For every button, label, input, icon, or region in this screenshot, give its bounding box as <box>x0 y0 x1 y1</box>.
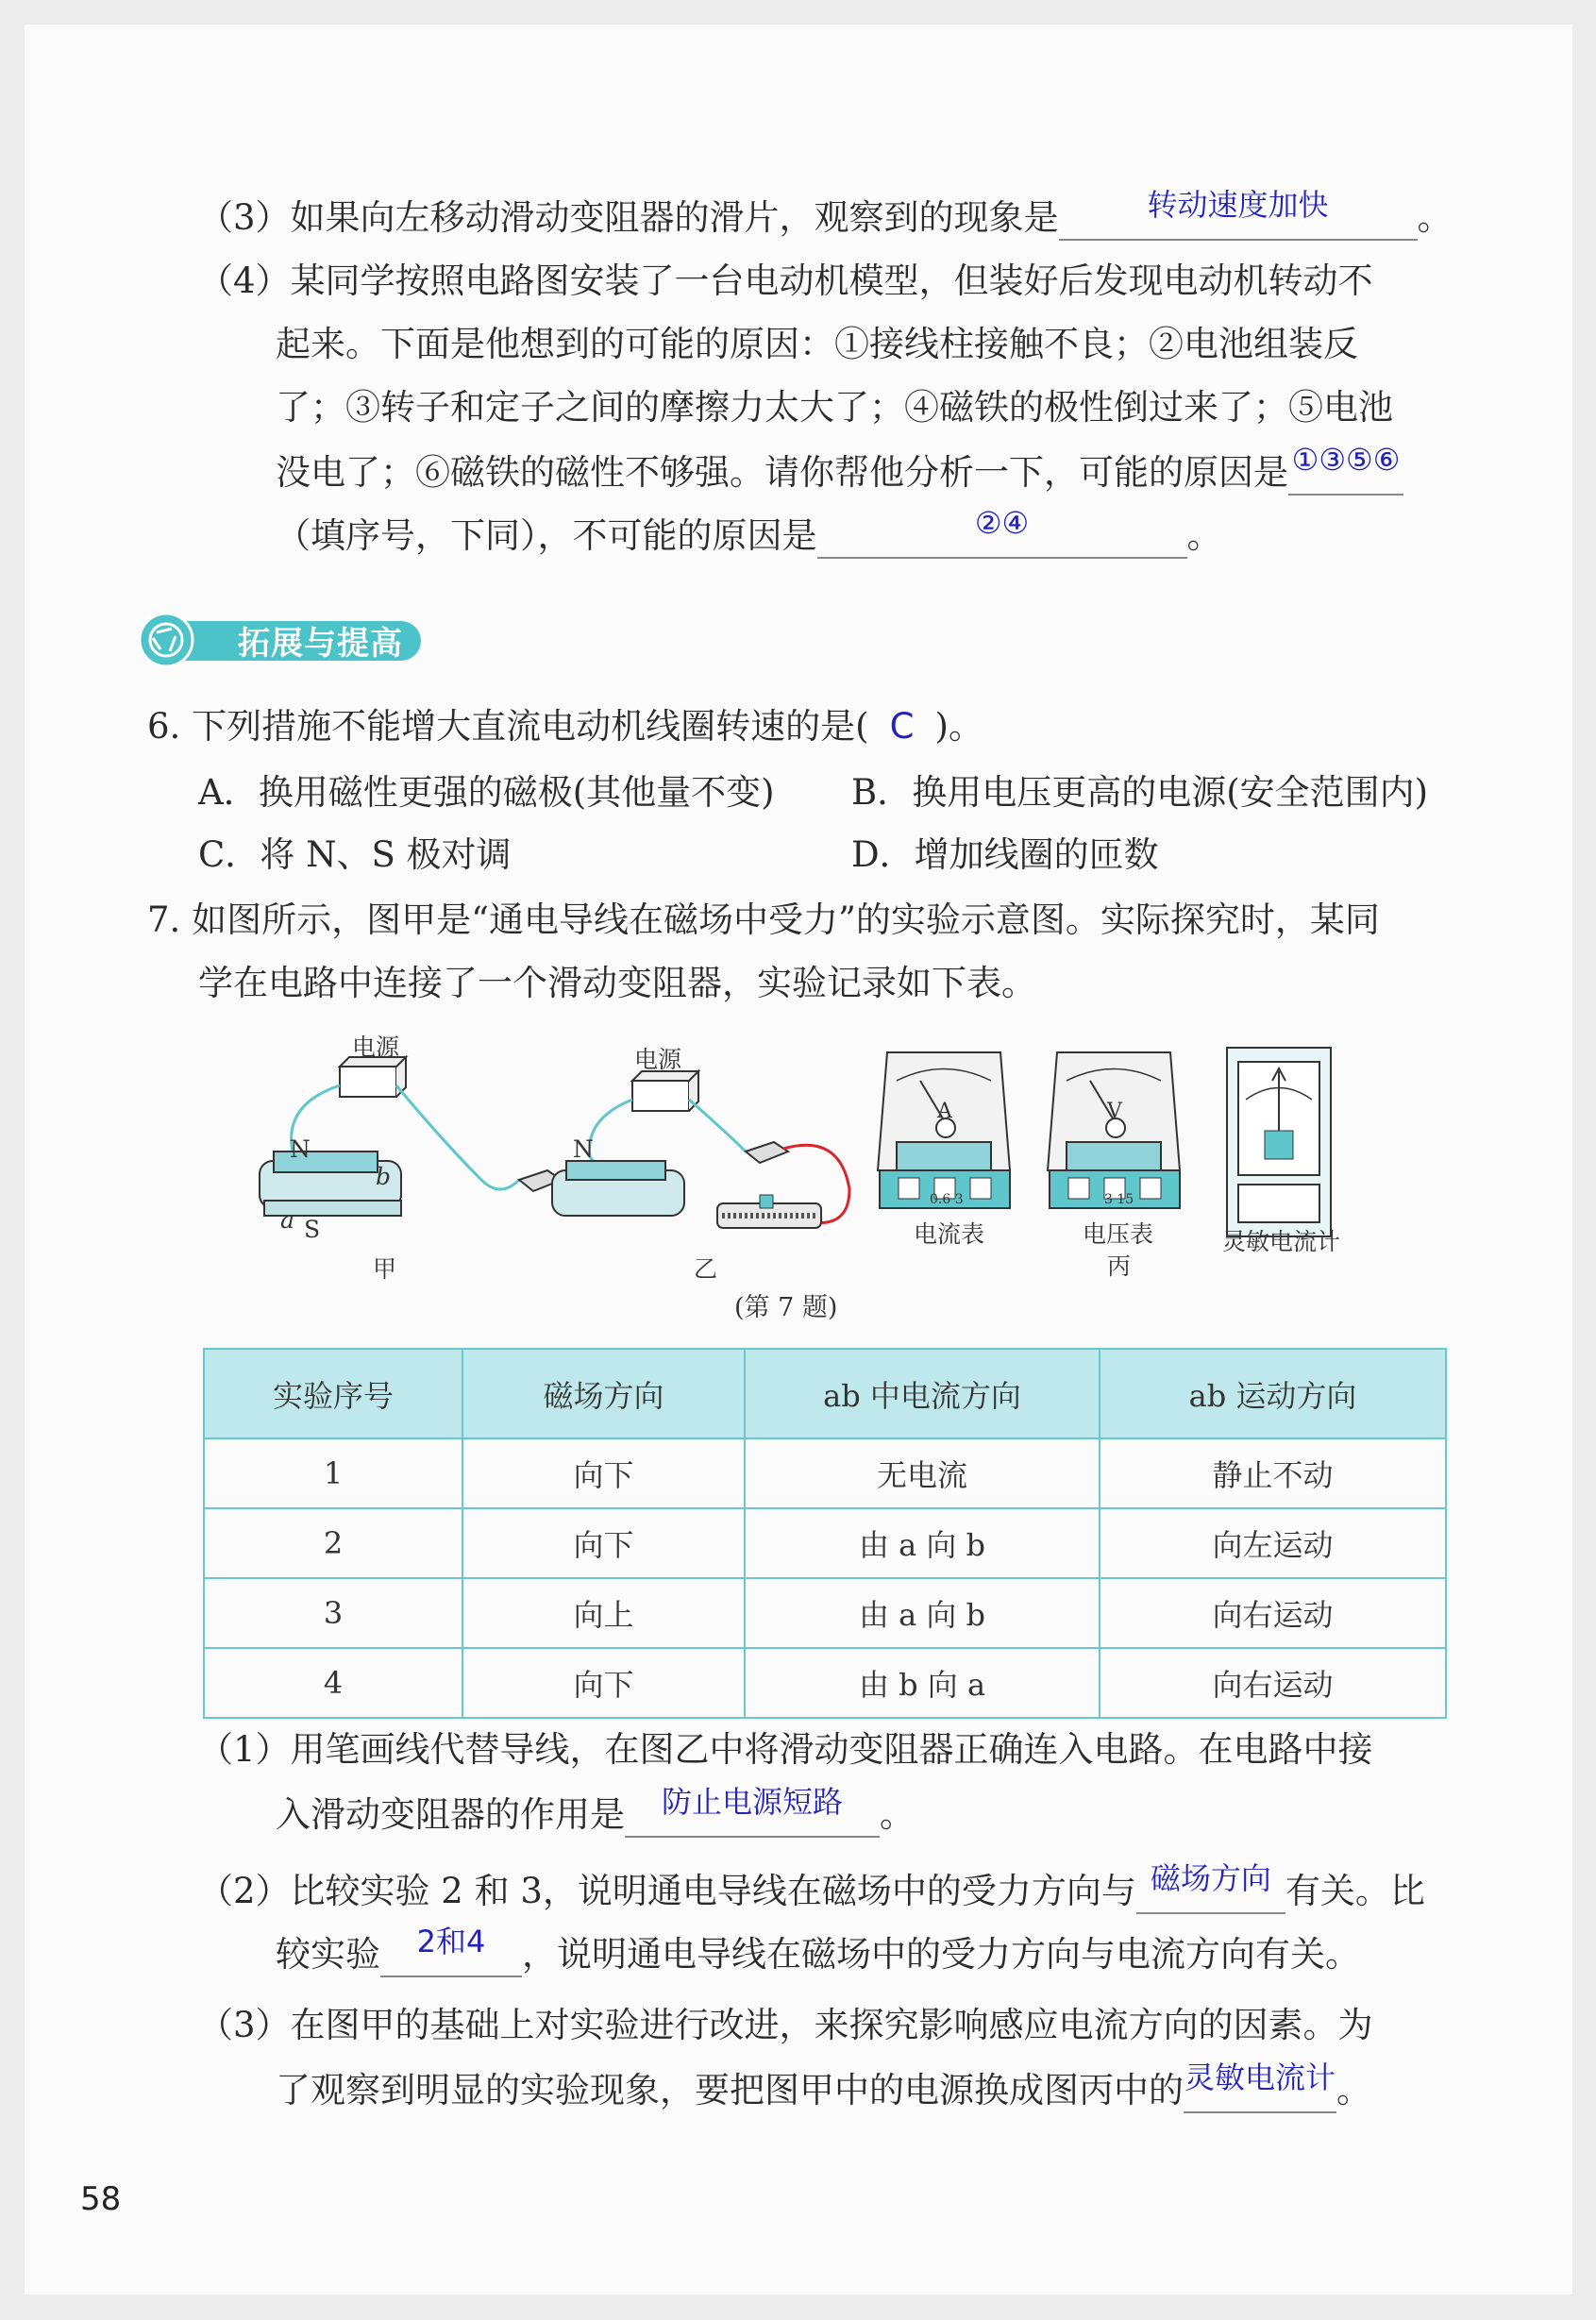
jia-label: 甲 <box>373 1255 397 1283</box>
page-number: 58 <box>80 2180 122 2218</box>
q7-stem-line1: 7. 如图所示，图甲是“通电导线在磁场中受力”的实验示意图。实际探究时，某同 <box>147 898 1380 943</box>
q6-option-d: D．增加线圈的匝数 <box>851 834 1159 875</box>
q7-part1-line2: 入滑动变阻器的作用是 防止电源短路 。 <box>276 1790 915 1838</box>
q5-part4-line4: 没电了；⑥磁铁的磁性不够强。请你帮他分析一下，可能的原因是 ①③⑤⑥ <box>276 448 1403 496</box>
q6-option-a: A．换用磁性更强的磁极(其他量不变) <box>198 772 775 813</box>
ammeter-label: 电流表 <box>914 1220 985 1248</box>
q5-part4-line1: （4）某同学按照电路图安装了一台电动机模型，但装好后发现电动机转动不 <box>198 259 1373 304</box>
table-row: 3 向上 由 a 向 b 向右运动 <box>204 1578 1446 1648</box>
q7-part2-line2: 较实验 2和4 ，说明通电导线在磁场中的受力方向与电流方向有关。 <box>276 1930 1360 1977</box>
part-number: （4） <box>198 261 291 301</box>
question-number: 6. <box>147 706 181 747</box>
q7-stem-line2: 学在电路中连接了一个滑动变阻器，实验记录如下表。 <box>198 963 1036 1003</box>
yi-power-label: 电源 <box>634 1046 682 1073</box>
question-number: 7. <box>147 899 181 940</box>
answer-choice: C <box>889 706 915 747</box>
section-title: 拓展与提高 <box>238 625 403 663</box>
q5-part3: （3）如果向左移动滑动变阻器的滑片，观察到的现象是 转动速度加快 。 <box>198 193 1453 241</box>
answer-blank: 转动速度加快 <box>1059 193 1418 241</box>
table-row: 1 向下 无电流 静止不动 <box>204 1438 1446 1508</box>
header-cell: ab 运动方向 <box>1100 1349 1446 1438</box>
part-number: （1） <box>198 1729 291 1770</box>
s-label: S <box>304 1216 321 1243</box>
voltmeter-label: 电压表 <box>1083 1220 1154 1248</box>
question-text: 如果向左移动滑动变阻器的滑片，观察到的现象是 <box>290 197 1059 238</box>
q5-part4-line3: 了；③转子和定子之间的摩擦力太大了；④磁铁的极性倒过来了；⑤电池 <box>276 387 1393 428</box>
answer-blank: 灵敏电流计 <box>1184 2066 1336 2113</box>
table-row: 2 向下 由 a 向 b 向左运动 <box>204 1508 1446 1578</box>
q6-option-c: C．将 N、S 极对调 <box>198 834 512 875</box>
figure-yi <box>552 1071 849 1228</box>
ammeter-drawing <box>878 1052 1010 1208</box>
q7-part3-line1: （3）在图甲的基础上对实验进行改进，来探究影响感应电流方向的因素。为 <box>198 2003 1373 2048</box>
yi-n-label: N <box>573 1135 594 1163</box>
a-label: a <box>280 1206 294 1234</box>
experiment-table <box>203 1348 1447 1719</box>
q6-stem: 6. 下列措施不能增大直流电动机线圈转速的是( C )。 <box>147 704 983 749</box>
ammeter-scale: 0.6 3 <box>930 1192 964 1207</box>
q7-part2-line1: （2）比较实验 2 和 3，说明通电导线在磁场中的受力方向与 磁场方向 有关。比 <box>198 1867 1425 1914</box>
n-label: N <box>290 1135 311 1163</box>
voltmeter-scale: 3 15 <box>1104 1192 1134 1207</box>
galvanometer-label: 灵敏电流计 <box>1222 1228 1341 1255</box>
answer-blank: 磁场方向 <box>1136 1867 1285 1914</box>
header-cell: 磁场方向 <box>462 1349 745 1438</box>
q5-part4-line5: （填序号，下同），不可能的原因是 ②④ 。 <box>276 512 1222 559</box>
galvanometer-drawing <box>1227 1048 1331 1236</box>
part-number: （3） <box>198 197 291 238</box>
q5-part4-line2: 起来。下面是他想到的可能的原因：①接线柱接触不良；②电池组装反 <box>276 324 1358 364</box>
header-cell: ab 中电流方向 <box>745 1349 1100 1438</box>
header-cell: 实验序号 <box>204 1349 462 1438</box>
part-number: （2） <box>198 1871 291 1911</box>
q7-part3-line2: 了观察到明显的实验现象，要把图甲中的电源换成图丙中的灵敏电流计。 <box>276 2066 1371 2113</box>
answer-blank: ②④ <box>817 512 1187 559</box>
table-row: 4 向下 由 b 向 a 向右运动 <box>204 1648 1446 1718</box>
bing-label: 丙 <box>1107 1252 1132 1280</box>
answer-blank: 2和4 <box>380 1930 522 1977</box>
b-label: b <box>376 1163 392 1190</box>
part-number: （3） <box>198 2005 291 2045</box>
voltmeter-drawing <box>1048 1052 1180 1208</box>
q6-option-b: B．换用电压更高的电源(安全范围内) <box>851 772 1429 813</box>
jia-power-label: 电源 <box>352 1034 400 1061</box>
q7-part1-line1: （1）用笔画线代替导线，在图乙中将滑动变阻器正确连入电路。在电路中接 <box>198 1727 1373 1773</box>
ammeter-symbol: A <box>937 1100 952 1123</box>
answer-blank: 防止电源短路 <box>625 1790 880 1838</box>
answer-blank: ①③⑤⑥ <box>1288 448 1403 496</box>
figure-caption: (第 7 题) <box>734 1293 838 1322</box>
voltmeter-symbol: V <box>1107 1100 1122 1123</box>
experiment-figure <box>236 1029 1350 1284</box>
yi-label: 乙 <box>694 1255 718 1283</box>
